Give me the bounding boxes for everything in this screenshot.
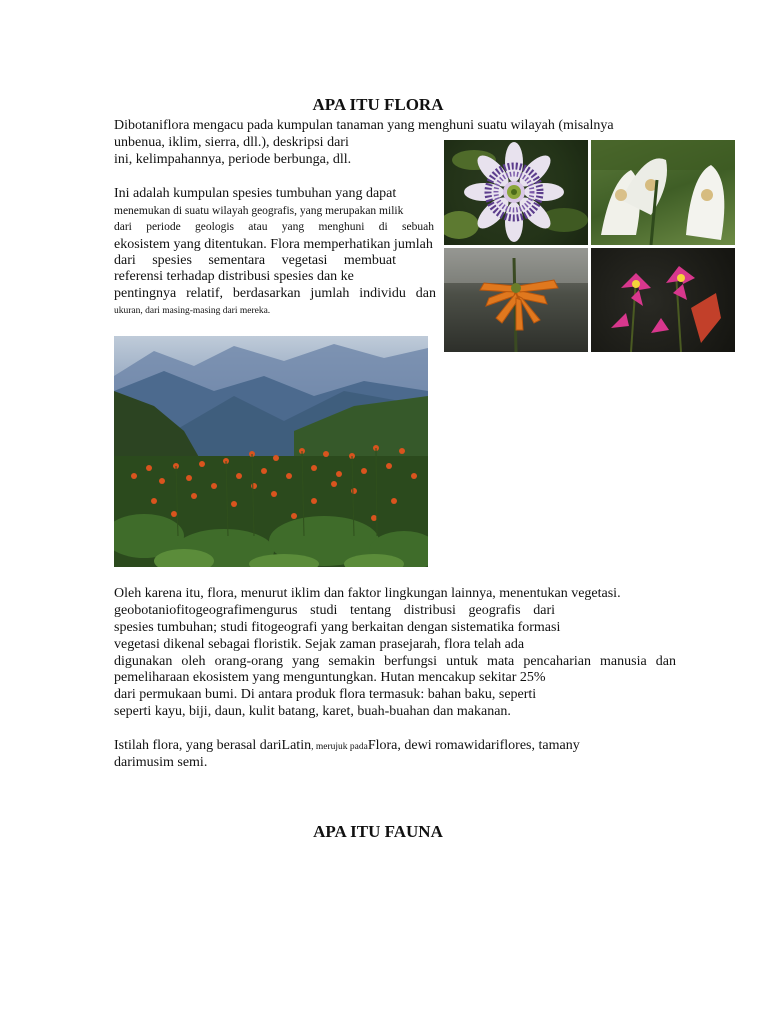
para2-line8: ukuran, dari masing-masing dari mereka. — [114, 306, 271, 316]
passion-flower-photo — [444, 140, 588, 245]
para3-line8: seperti kayu, biji, daun, kulit batang, karet, buah-buahan dan makanan. — [114, 704, 511, 719]
para3-line2: geobotaniofitogeografimengurus studi tentang distribusi geografis dari — [114, 603, 555, 618]
para3-line5: digunakan oleh orang-orang yang semakin berfungsi untuk mata pencaharian manusia dan — [114, 654, 676, 669]
para2-line6: referensi terhadap distribusi spesies dan ke — [114, 269, 354, 284]
para3-line7: dari permukaan bumi. Di antara produk flora termasuk: bahan baku, seperti — [114, 687, 537, 702]
para4-line1-part-a: Istilah flora, yang berasal dariLatin — [114, 738, 312, 753]
para2-line4: ekosistem yang ditentukan. Flora memperhatikan jumlah — [114, 237, 433, 252]
pink-orchid-photo — [591, 248, 735, 352]
para2-line2: menemukan di suatu wilayah geografis, yang merupakan milik — [114, 205, 404, 217]
para1-line3: ini, kelimpahannya, periode berbunga, dll. — [114, 152, 352, 167]
mountain-landscape-image — [114, 336, 428, 567]
orange-trumpet-flower-photo — [444, 248, 588, 352]
para3-line1: Oleh karena itu, flora, menurut iklim dan faktor lingkungan lainnya, menentukan vegetasi. — [114, 586, 621, 601]
para3-line6: pemeliharaan ekosistem yang menguntungkan. Hutan mencakup sekitar 25% — [114, 670, 546, 685]
para2-line1: Ini adalah kumpulan spesies tumbuhan yang dapat — [114, 186, 397, 201]
heading-flora: APA ITU FLORA — [312, 95, 444, 114]
para4-line2: darimusim semi. — [114, 755, 208, 770]
para2-line3: dari periode geologis atau yang menghuni di sebuah — [114, 221, 434, 233]
para1-line1: Dibotaniflora mengacu pada kumpulan tanaman yang menghuni suatu wilayah (misalnya — [114, 118, 614, 133]
flower-collage-image — [444, 140, 735, 352]
para4-line1-part-b: , merujuk pada — [311, 742, 368, 752]
para2-line5: dari spesies sementara vegetasi membuat — [114, 253, 396, 268]
white-orchid-photo — [591, 140, 735, 245]
para4-line1-part-c: Flora, dewi romawidariflores, tamany — [367, 738, 580, 753]
para3-line3: spesies tumbuhan; studi fitogeografi yang berkaitan dengan sistematika formasi — [114, 620, 561, 635]
para3-line4: vegetasi dikenal sebagai floristik. Sejak zaman prasejarah, flora telah ada — [114, 637, 525, 652]
para1-line2: unbenua, iklim, sierra, dll.), deskripsi dari — [114, 135, 349, 150]
para2-line7: pentingnya relatif, berdasarkan jumlah individu dan — [114, 286, 436, 301]
heading-fauna: APA ITU FAUNA — [313, 822, 443, 841]
